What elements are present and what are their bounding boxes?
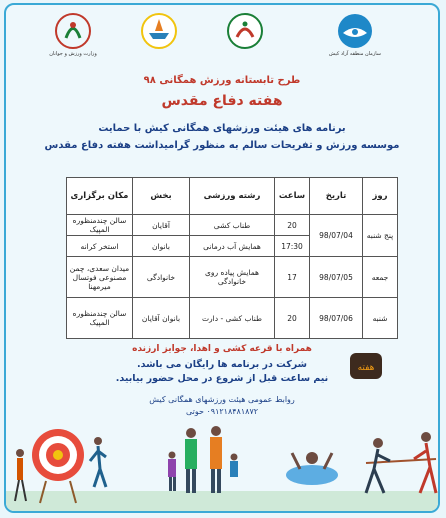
cell-sport: همایش پیاده روی خانوادگی [190,257,275,298]
cell-date: 98/07/05 [310,257,363,298]
schedule-table [66,177,398,339]
prize-note: همراه با قرعه کشی و اهدا، جوایز ارزنده [132,344,312,354]
cell-sport: طناب کشی - دارت [190,298,275,339]
runner-icon [90,437,106,487]
cell-section: بانوان [133,236,190,257]
cell-place: سالن چندمنظوره المپیک [67,215,133,236]
table-row [67,298,398,339]
intro-line-1: برنامه های هیئت ورزشهای همگانی کیش با حمایت [98,123,346,134]
sports-illustration [6,403,438,511]
cell-day: جمعه [363,257,398,298]
cell-time: 17:30 [275,236,310,257]
table-row [67,257,398,298]
ministry-sport-logo: وزارت ورزش و جوانان [46,11,100,67]
cell-place: استخر کرانه [67,236,133,257]
intro-text [6,120,438,154]
cell-time: 20 [275,298,310,339]
cell-sport: طناب کشی [190,215,275,236]
col-time: ساعت [275,178,310,215]
col-date: تاریخ [310,178,363,215]
free-entry-text: شرکت در برنامه ها رایگان می باشد. [137,359,307,370]
badge-label: هفته [357,363,375,373]
defense-week-badge-icon [349,351,383,381]
swimmer-icon [286,452,338,485]
table-row [67,215,398,236]
page-title: هفته دفاع مقدس [161,93,283,109]
contact-text: ۰۹۱۲۱۸۴۸۱۸۷۲ حوتی [185,407,259,416]
sport-for-all-logo [218,11,272,67]
cell-section: بانوان آقایان [133,298,190,339]
cell-day: شنبه [363,298,398,339]
cell-date: 98/07/06 [310,298,363,339]
col-day: روز [363,178,398,215]
col-sport: رشته ورزشی [190,178,275,215]
cell-date: 98/07/04 [310,215,363,257]
tug-of-war-icon [366,432,436,493]
program-subtitle: طرح تابستانه ورزش همگانی ۹۸ [143,75,301,86]
col-section: بخش [133,178,190,215]
arrive-early-text: نیم ساعت قبل از شروع در محل حضور بیابید. [115,373,329,384]
cell-section: آقایان [133,215,190,236]
kish-free-zone-logo: سازمان منطقه آزاد کیش [328,11,382,67]
cell-section: خانوادگی [133,257,190,298]
cell-time: 17 [275,257,310,298]
cell-place: سالن چندمنظوره المپیک [67,298,133,339]
cell-sport: همایش آب درمانی [190,236,275,257]
cell-time: 20 [275,215,310,236]
kish-sport-board-logo [132,11,186,67]
poster-frame [4,3,440,513]
family-walking-icon [168,426,238,493]
cell-day: پنج شنبه [363,215,398,257]
col-place: مکان برگزاری [67,178,133,215]
table-header-row [67,178,398,215]
logo-strip [6,11,438,67]
cell-place: میدان سعدی، چمن مصنوعی فوتسال میرمهنا [67,257,133,298]
intro-line-2: موسسه ورزش و تفریحات سالم به منظور گرامیداشت هفته دفاع مقدس [44,140,400,151]
public-relations-text: روابط عمومی هیئت ورزشهای همگانی کیش [149,395,295,404]
